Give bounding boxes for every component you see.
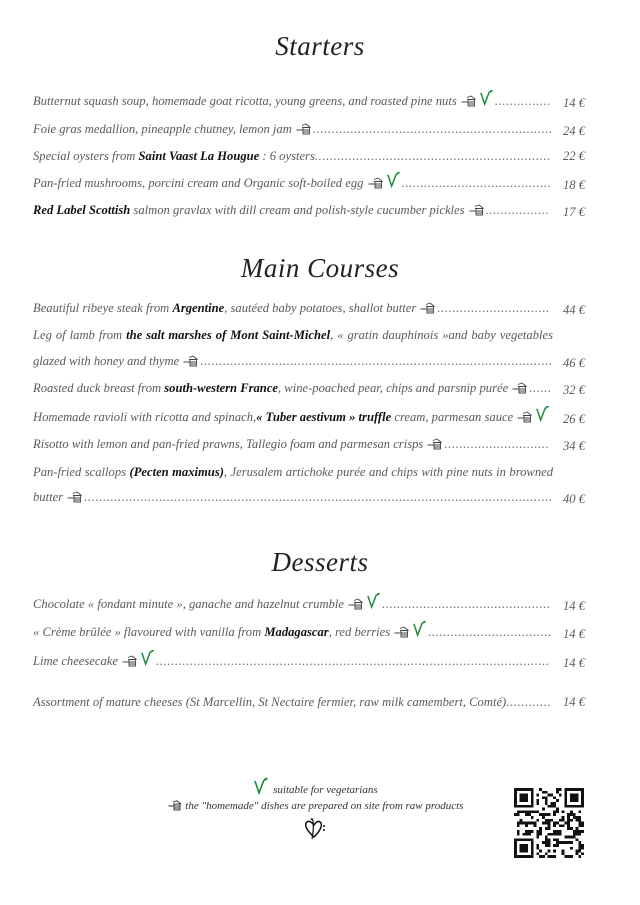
vegetarian-icon [386,170,401,199]
menu-item-price: 24 € [562,123,585,138]
menu-item-description [33,376,553,404]
menu-item [33,460,585,513]
homemade-house-icon [517,407,533,433]
menu-item [33,88,585,117]
main-courses-list [33,296,585,513]
menu-item [33,144,585,170]
house-icon [168,800,182,815]
menu-item-description [33,198,553,226]
description-text: Risotto with lemon and pan-fried prawns, Tallegio foam and parmesan crisps [33,437,427,451]
dot-leader: ............................................................... [314,149,552,163]
menu-item-price: 22 € [562,149,585,163]
desserts-list [33,591,585,716]
highlighted-origin: Madagascar [264,625,329,639]
homemade-house-icon [394,622,410,648]
description-text: cream, parmesan sauce [391,409,517,424]
homemade-house-icon [67,487,83,513]
menu-item-description [33,619,553,648]
dot-leader: ............................ [444,437,550,451]
legend-homemade-text: the "homemade" dishes are prepared on site from raw products [185,800,464,812]
description-text: Beautiful ribeye steak from [33,300,173,315]
dot-leader: ............................................. [382,596,551,611]
menu-item-description [33,296,553,324]
menu-item-price: 44 € [562,302,585,317]
description-text: « Crème brûlée » flavoured with vanilla from [33,625,265,639]
menu-item-description [33,648,553,677]
highlighted-origin: (Pecten maximus) [129,464,224,479]
description-text: Assortment of mature cheeses (St Marcellin, St Nectaire fermier, raw milk camembert, Comté) [33,695,507,709]
legend-homemade [150,799,480,815]
menu-item-description [33,323,553,376]
vegetarian-icon [412,619,427,648]
menu-item-price: 26 € [562,411,585,426]
menu-item-description [33,404,553,433]
menu-item [33,170,585,199]
menu-item [33,690,585,716]
menu-item-price: 14 € [562,695,585,709]
homemade-house-icon [183,351,199,377]
section-title-main-courses: Main Courses [240,252,400,283]
highlighted-origin: south-western France [164,381,278,395]
qr-code[interactable] [514,788,584,858]
menu-item-description [33,117,553,145]
dot-leader: ................. [485,203,550,217]
vegetarian-icon [366,591,381,620]
description-text: Special oysters from [33,149,139,163]
dot-leader: .............................................................................................. [200,353,553,368]
menu-item [33,648,585,677]
section-title-starters: Starters [275,31,365,61]
legend [150,777,480,847]
dot-leader: ............... [494,94,552,108]
homemade-house-icon [122,651,138,677]
description-text: Roasted duck breast from [33,381,165,395]
highlighted-origin: Red Label Scottish [33,203,131,217]
dot-leader: ........................................ [401,175,552,190]
menu-item-price: 14 € [562,655,585,670]
menu-item [33,432,585,460]
description-text: Leg of lamb from [33,328,127,342]
homemade-house-icon [469,200,485,226]
menu-item-description [33,144,553,170]
description-text: Foie gras medallion, pineapple chutney, lemon jam [33,121,295,136]
menu-item-description [33,432,553,460]
menu-item [33,117,585,145]
description-text: Pan-fried scallops [33,464,130,479]
vegetarian-icon [140,648,155,677]
description-text: salmon gravlax with dill cream and polish-style cucumber pickles [130,203,468,217]
dot-leader: ............................................................................................................................. [84,490,553,504]
highlighted-origin: Argentine [172,300,225,315]
menu-item-price: 46 € [562,355,585,370]
menu-item [33,619,585,648]
legend-vegetarian [150,777,480,799]
homemade-house-icon [348,594,364,620]
homemade-house-icon [461,91,477,117]
menu-item [33,198,585,226]
dot-leader: .............................. [437,300,550,315]
description-text: Lime cheesecake [33,653,122,668]
menu-item-price: 14 € [562,627,585,641]
menu-item-price: 34 € [562,439,585,453]
dot-leader: ................................. [428,625,552,639]
description-text: Butternut squash soup, homemade goat ricotta, young greens, and roasted pine nuts [33,94,460,108]
menu-item-price: 17 € [562,205,585,219]
section-title-desserts: Desserts [271,546,369,577]
legend-vegetarian-text: suitable for vegetarians [273,784,378,796]
description-text: : 6 oysters [259,149,315,163]
menu-item [33,376,585,404]
highlighted-origin: Saint Vaast La Hougue [138,149,260,163]
menu-item-price: 32 € [562,383,585,397]
homemade-house-icon [512,378,528,404]
description-text: Chocolate « fondant minute », ganache and hazelnut crumble [33,596,348,611]
menu-item-price: 40 € [562,492,585,506]
menu-item-description [33,591,553,620]
menu-item-price: 18 € [562,177,585,192]
homemade-house-icon [368,173,384,199]
homemade-house-icon [427,434,443,460]
vegetarian-icon [479,88,494,117]
description-text: , « gratin dauphinois »and baby vegetables glazed with honey and thyme [33,328,553,368]
dot-leader: ................................................................ [312,121,553,136]
menu-item [33,323,585,376]
dot-leader: ......................................................................................................... [156,653,550,668]
dot-leader: ............ [506,695,552,709]
highlighted-origin: the salt marshes of Mont Saint-Michel [126,328,331,342]
menu-item-description [33,170,553,199]
description-text: , sautéed baby potatoes, shallot butter [224,300,420,315]
homemade-house-icon [296,119,312,145]
menu-item-description [33,460,553,513]
description-text: , red berries [328,625,394,639]
description-text: Pan-fried mushrooms, porcini cream and Organic soft-boiled egg [33,175,367,190]
starters-list [33,88,585,226]
menu-item [33,404,585,433]
menu-item [33,296,585,324]
vegetarian-icon [253,777,269,799]
menu-item [33,591,585,620]
description-text: , wine-poached pear, chips and parsnip purée [278,381,512,395]
highlighted-origin: « Tuber aestivum » truffle [256,409,392,424]
homemade-house-icon [420,298,436,324]
menu-item-price: 14 € [562,598,585,613]
dot-leader: ...... [529,381,552,395]
menu-item-price: 14 € [562,96,585,110]
clef-heart-logo [150,817,480,847]
description-text: Homemade ravioli with ricotta and spinach, [33,409,257,424]
menu-item-description [33,690,553,716]
menu-item-description [33,88,553,117]
description-text: , Jerusalem artichoke purée and chips with pine nuts in browned butter [33,464,553,504]
vegetarian-icon [535,404,550,433]
